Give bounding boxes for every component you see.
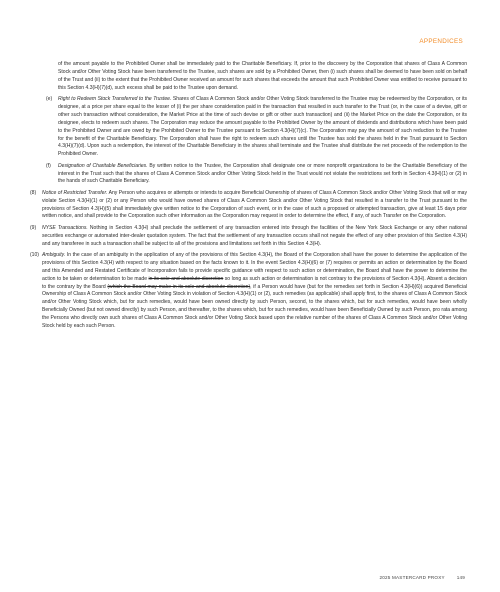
- section-text: so long as such action or determination is not contrary to the provisions of Section 4.3(H). Absent a decision to the contrary by the Board: [42, 275, 467, 290]
- section-label: (8): [30, 189, 37, 196]
- clause-label: (e): [46, 96, 53, 103]
- struck-text: (which the Board may make in its sole and absolute discretion): [107, 283, 251, 290]
- section-text: Any Person who acquires or attempts or intends to acquire Beneficial Ownership of shares of Class A Common Stock and/or Other Voting Stock that will or may violate Section 4.3(H)(1) or (2) or any Person who would have owned shares of Class A Common Stock and/or Other Voting Stock that resulted in a transfer to the Trust pursuant to the provisions of Section 4.3(H)(5) shall immediately give written notice to the Corporation of such event, or in the case of such a proposed or attempted transaction, give at least 15 days prior written notice, and shall provide to the Corporation such other information as the Corporation may request in order to determine the effect, if any, of such Transfer on the Corporation.: [42, 189, 467, 220]
- continuation-paragraph: of the amount payable to the Prohibited Owner shall be immediately paid to the Charitable Beneficiary. If, prior to the discovery by the Corporation that shares of Class A Common Stock and/or Other Voting Stock have been transferred to the Trustee, such shares are sold by a Prohibited Owner, then (i) such shares shall be deemed to have been sold on behalf of the Trust and (ii) to the extent that the Prohibited Owner received an amount for such shares that exceeds the amount that such Prohibited Owner was entitled to receive pursuant to this Section 4.3(H)(7)(d), such excess shall be paid to the Trustee upon demand.: [58, 61, 467, 91]
- clause-title: Designation of Charitable Beneficiaries.: [58, 162, 148, 169]
- clause-text: By written notice to the Trustee, the Corporation shall designate one or more nonprofit organizations to be the Charitable Beneficiary of the interest in the Trust such that the shares of Class A Common Stock and/or Other Voting Stock held in the Trust would not violate the restrictions set forth in Section 4.3(H)(1) or (2) in the hands of such Charitable Beneficiary.: [58, 162, 467, 185]
- document-name: 2025 MASTERCARD PROXY: [379, 575, 445, 580]
- section-text: Nothing in Section 4.3(H) shall preclude the settlement of any transaction entered into through the facilities of the New York Stock Exchange or any other national securities exchange or automated inter-dealer quotation system. The fact that the settlement of any transaction occurs shall not negate the effect of any other provision of this Section 4.3(H) and any transferee in such a transaction shall be subject to all of the provisions and limitations set forth in this Section 4.3(H).: [42, 224, 467, 247]
- page-number: 149: [456, 575, 465, 580]
- section-header: APPENDICES: [419, 38, 463, 45]
- clause-text: Shares of Class A Common Stock and/or Other Voting Stock transferred to the Trustee may be redeemed by the Corporation, or its designee, at a price per share equal to the lesser of (i) the per share consideration paid in the transaction that resulted in such transfer to the Trust (or, in the case of a devise, gift or other such transaction without consideration, the Market Price at the time of such devise or gift or other such transaction) and (ii) the Market Price on the date the Corporation, or its designee, elects to redeem such shares. The Corporation may reduce the amount payable to the Prohibited Owner by the amount of dividends and distributions which have been paid to the Prohibited Owner and are owed by the Prohibited Owner to the Trustee pursuant to Section 4.3(H)(7)(c). The Corporation may pay the amount of such reduction to the Trustee for the benefit of the Charitable Beneficiary. The Corporation shall have the right to redeem such shares until the Trustee has sold the shares held in the Trust pursuant to Section 4.3(H)(7)(d). Upon such a redemption, the interest of the Charitable Beneficiary in the shares shall terminate and the Trustee shall distribute the net proceeds of the redemption to the Prohibited Owner.: [58, 96, 467, 158]
- document-body: [30, 61, 467, 334]
- clause-label: (f): [46, 162, 51, 169]
- clause-e: [30, 96, 467, 159]
- struck-text: in its sole and absolute discretion: [148, 275, 224, 282]
- section-text: , if a Person would have (but for the remedies set forth in Section 4.3(H)(6)) acquired Beneficial Ownership of Class A Common Stock and/or Other Voting Stock in violation of Section 4.3(H)(1) or (2), such remedies (as applicable) shall apply first, to the shares of Class A Common Stock and/or Other Voting Stock which, but for such remedies, would have been owned directly by such Person, second, to the shares which, but for such remedies, would have been wholly Beneficially Owned (but not owned directly) by such Person, and thereafter, to the shares which, but for such remedies, would have been Beneficially Owned by such Person, pro rata among the Persons who directly own such shares of Class A Common Stock and/or Other Voting Stock based upon the relative number of the shares of Class A Common Stock and/or Other Voting Stock held by each such Person.: [42, 283, 468, 330]
- section-title: Notice of Restricted Transfer.: [42, 189, 108, 196]
- section-label: (9): [30, 224, 37, 231]
- clause-f: [30, 163, 467, 187]
- section-title: Ambiguity.: [42, 251, 66, 258]
- clause-title: Right to Redeem Stock Transferred to the Trustee.: [58, 96, 172, 103]
- section-title: NYSE Transactions.: [42, 224, 88, 231]
- section-8: [30, 190, 467, 222]
- section-9: [30, 225, 467, 249]
- section-text: In the case of an ambiguity in the application of any of the provisions of this Section 4.3(H), the Board of the Corporation shall have the power to determine the application of the provisions of this Section 4.3(H) with respect to any situation based on the facts known to it. In the event Section 4.3(H)(6) or (7) requires or permits an action or determination by the Board and this Amended and Restated Certificate of Incorporation fails to provide specific guidance with respect to such action or determination, the Board shall have the power to determine the action to be taken or determination to be made: [42, 251, 467, 282]
- section-10: [30, 252, 467, 331]
- page-footer: [380, 575, 465, 580]
- section-label: (10): [30, 251, 39, 258]
